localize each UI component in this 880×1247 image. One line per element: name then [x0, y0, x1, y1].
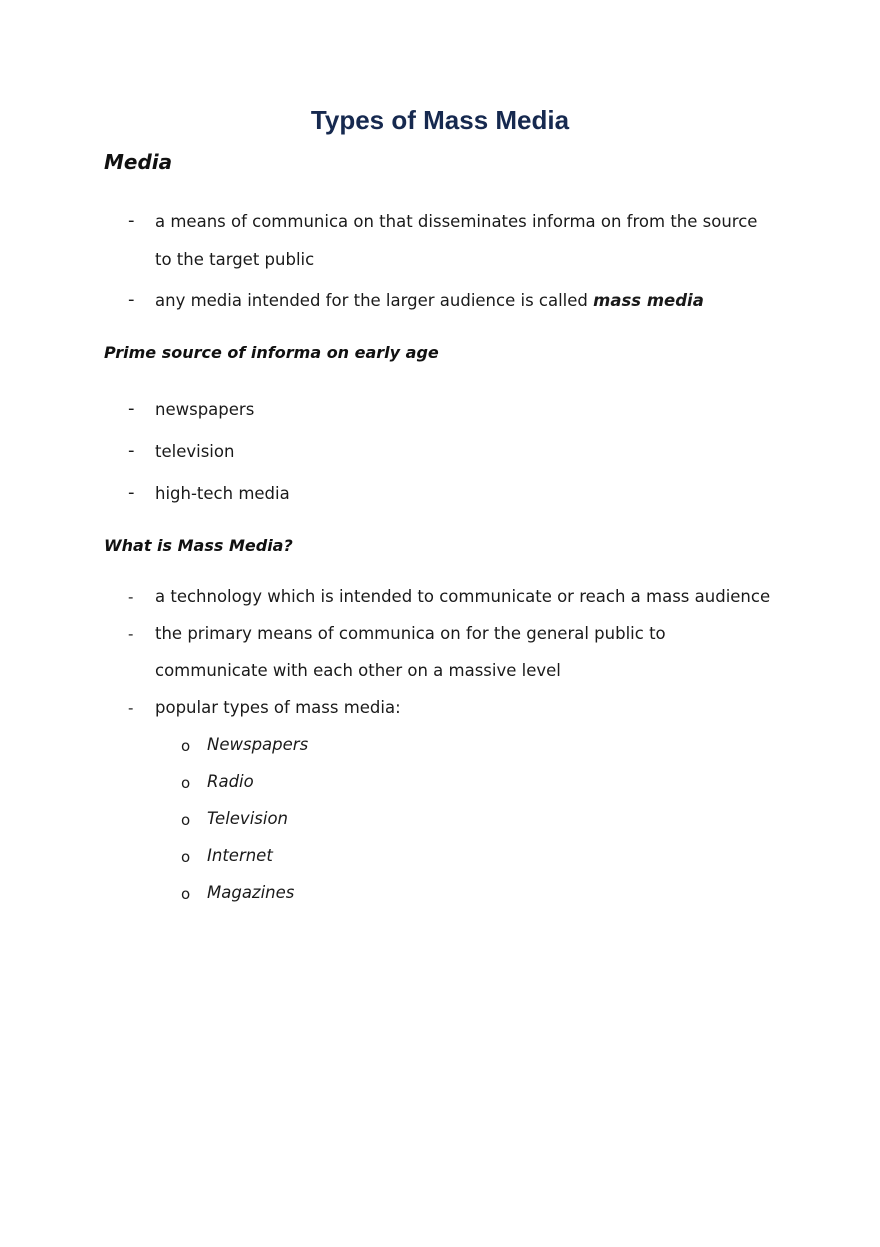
media-definition-line-1: a means of communica on that disseminates informa on from the source	[155, 212, 758, 231]
prime-source-heading: Prime source of informa on early age	[104, 343, 439, 362]
list-item: high-tech media	[155, 484, 290, 503]
list-item: a technology which is intended to communicate or reach a mass audience	[155, 587, 771, 606]
bullet-dash: -	[128, 699, 134, 717]
media-type-item: Television	[207, 809, 289, 828]
bullet-dash: -	[128, 398, 135, 419]
bullet-dash: -	[128, 482, 135, 503]
media-type-item: Magazines	[207, 883, 295, 902]
list-item: television	[155, 442, 235, 461]
bullet-dash: -	[128, 440, 135, 461]
bullet-dash: -	[128, 210, 135, 231]
bullet-dash: -	[128, 625, 134, 643]
bullet-dash: -	[128, 289, 135, 310]
list-item: the primary means of communica on for the general public to	[155, 624, 666, 643]
circle-bullet: o	[181, 885, 191, 903]
what-is-mass-media-heading: What is Mass Media?	[104, 536, 293, 555]
media-type-item: Internet	[207, 846, 273, 865]
media-type-item: Newspapers	[207, 735, 309, 754]
circle-bullet: o	[181, 774, 191, 792]
media-type-item: Radio	[207, 772, 254, 791]
list-item-continuation: communicate with each other on a massive level	[155, 661, 561, 680]
circle-bullet: o	[181, 811, 191, 829]
mass-media-definition-text: any media intended for the larger audience is called	[155, 291, 594, 310]
list-item: newspapers	[155, 400, 255, 419]
bullet-dash: -	[128, 588, 134, 606]
media-definition-line-2: to the target public	[155, 250, 315, 269]
page-title: Types of Mass Media	[310, 105, 570, 135]
mass-media-definition	[155, 289, 704, 313]
list-item: popular types of mass media:	[155, 698, 401, 717]
media-heading: Media	[104, 150, 173, 174]
circle-bullet: o	[181, 737, 191, 755]
circle-bullet: o	[181, 848, 191, 866]
mass-media-term: mass media	[593, 291, 704, 310]
